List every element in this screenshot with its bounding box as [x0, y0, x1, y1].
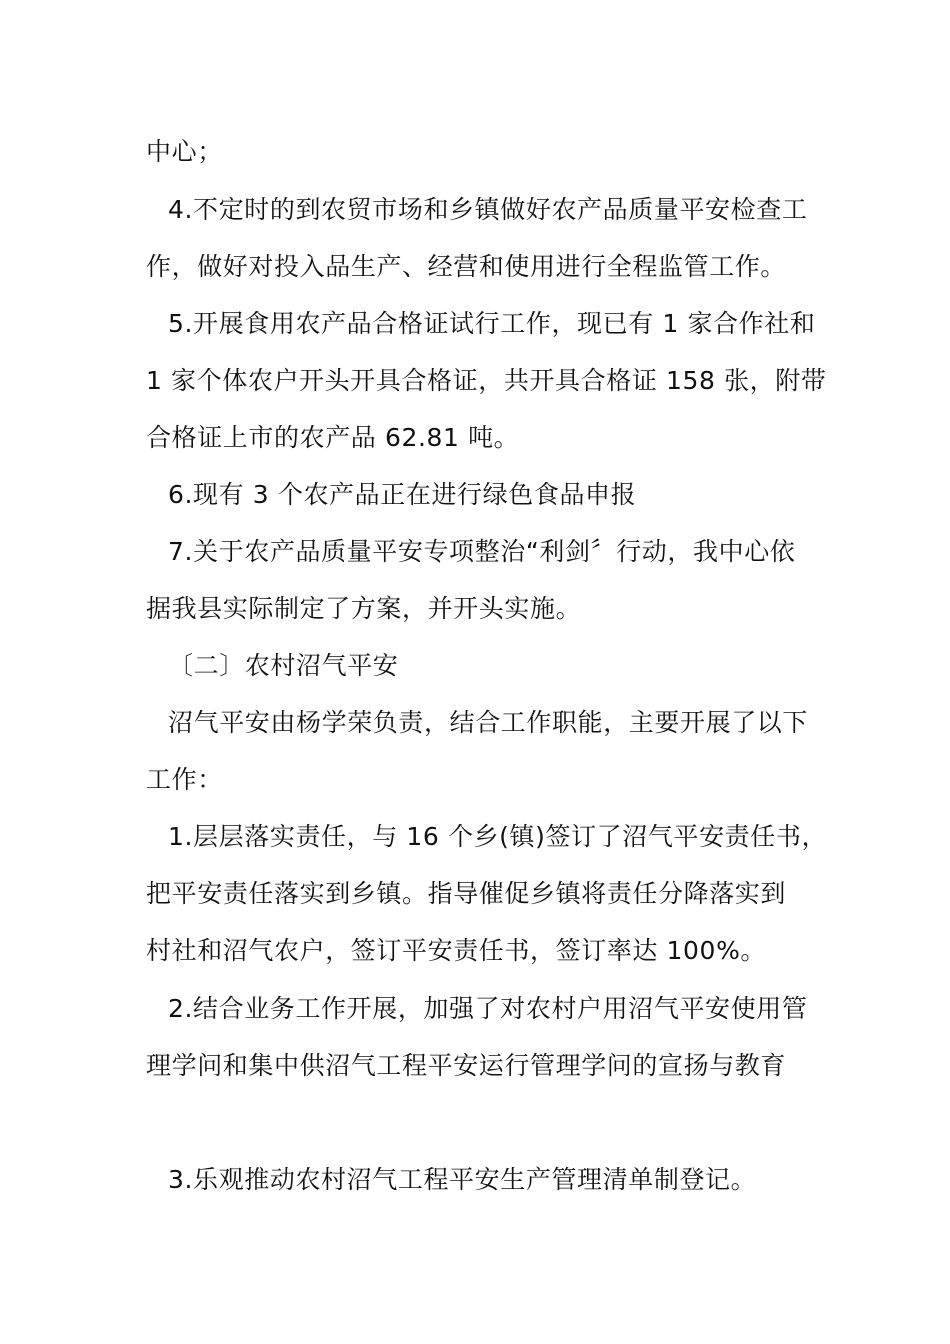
- text-line: 1.层层落实责任，与 16 个乡(镇)签订了沼气平安责任书，: [168, 822, 828, 851]
- text-line: 把平安责任落实到乡镇。指导催促乡镇将责任分降落实到: [146, 879, 787, 908]
- text-line: 据我县实际制定了方案，并开头实施。: [146, 594, 582, 623]
- text-line: 2.结合业务工作开展，加强了对农村户用沼气平安使用管: [168, 994, 808, 1023]
- text-line: 7.关于农产品质量平安专项整治“利剑〞行动，我中心依: [168, 537, 796, 566]
- text-line: 理学问和集中供沼气工程平安运行管理学问的宣扬与教育: [146, 1051, 787, 1080]
- text-line: 沼气平安由杨学荣负责，结合工作职能，主要开展了以下: [168, 708, 809, 737]
- text-line: 5.开展食用农产品合格证试行工作，现已有 1 家合作社和: [168, 309, 816, 338]
- text-line: 6.现有 3 个农产品正在进行绿色食品申报: [168, 480, 637, 509]
- text-line: 工作：: [146, 765, 223, 794]
- text-line: 合格证上市的农产品 62.81 吨。: [146, 423, 520, 452]
- text-line: 4.不定时的到农贸市场和乡镇做好农产品质量平安检查工: [168, 195, 808, 224]
- text-line: 作，做好对投入品生产、经营和使用进行全程监管工作。: [146, 252, 787, 281]
- section-heading: 〔二〕农村沼气平安: [168, 651, 399, 680]
- text-line: 1 家个体农户开头开具合格证，共开具合格证 158 张，附带: [146, 366, 827, 395]
- text-line: 村社和沼气农户，签订平安责任书，签订率达 100%。: [146, 936, 767, 965]
- text-line: 3.乐观推动农村沼气工程平安生产管理清单制登记。: [168, 1165, 757, 1194]
- text-line: 中心；: [146, 137, 223, 166]
